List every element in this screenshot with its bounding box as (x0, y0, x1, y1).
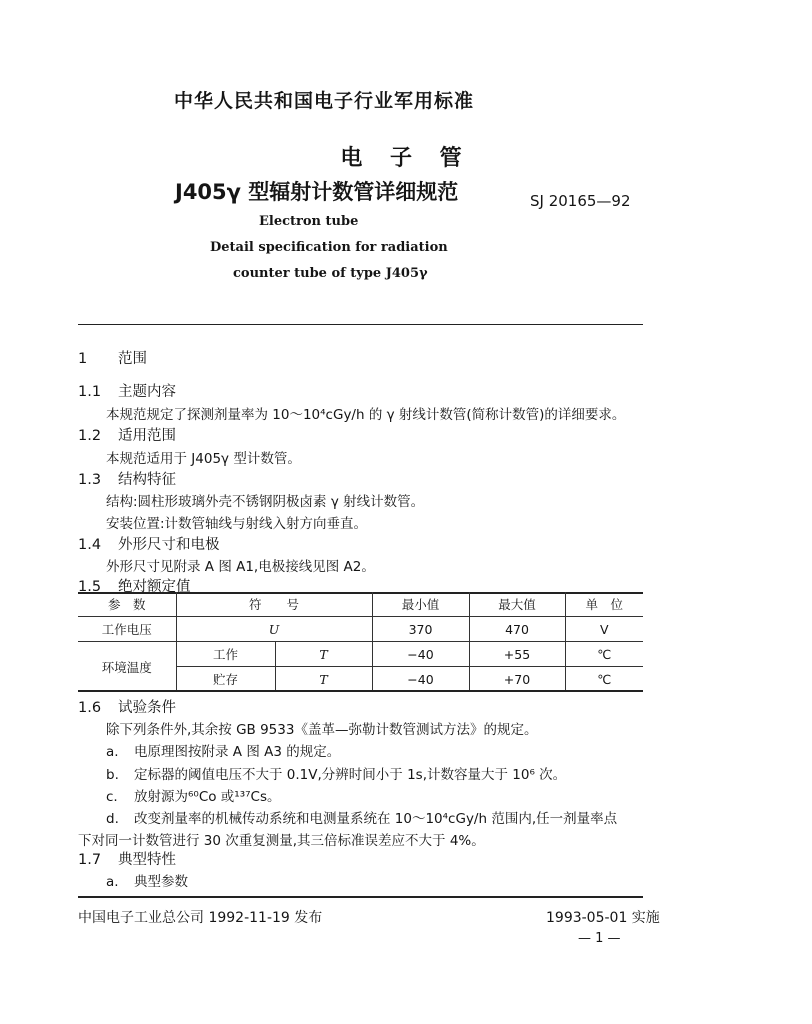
cell-min-storage: −40 (372, 667, 469, 692)
header-rule (78, 324, 643, 325)
cell-cond-operating: 工作 (176, 642, 275, 667)
cell-max-operating: +55 (469, 642, 565, 667)
english-title-line3: counter tube of type J405γ (233, 266, 428, 281)
footer-rule (78, 896, 643, 898)
issue-statement: 中国电子工业总公司 1992-11-19 发布 (78, 910, 323, 926)
section-1-1-heading: 1.1 主题内容 (78, 384, 176, 400)
cell-unit-operating: ℃ (565, 642, 643, 667)
table-bottom-rule (78, 690, 643, 692)
table-header-row (78, 592, 643, 617)
page-number: — 1 — (578, 931, 621, 946)
cell-unit-voltage: V (565, 617, 643, 642)
condition-d-continued: 下对同一计数管进行 30 次重复测量,其三倍标准误差应不大于 4%。 (78, 833, 485, 849)
header-symbol: 符 号 (176, 592, 372, 617)
document-title-line1: 电 子 管 (340, 146, 472, 171)
table-row (78, 642, 643, 667)
cell-symbol-t-operating: T (275, 642, 372, 667)
cell-min-voltage: 370 (372, 617, 469, 642)
condition-a: a. 电原理图按附录 A 图 A3 的规定。 (106, 744, 341, 760)
section-1-2-heading: 1.2 适用范围 (78, 428, 176, 444)
section-1-1-text: 本规范规定了探测剂量率为 10～10⁴cGy/h 的 γ 射线计数管(简称计数管)的详细要求。 (106, 407, 626, 423)
english-title-line1: Electron tube (259, 214, 359, 229)
section-1-6-intro: 除下列条件外,其余按 GB 9533《盖革—弥勒计数管测试方法》的规定。 (106, 722, 538, 738)
condition-b: b. 定标器的阈值电压不大于 0.1V,分辨时间小于 1s,计数容量大于 10⁶ 次。 (106, 767, 567, 783)
section-1-4-heading: 1.4 外形尺寸和电极 (78, 537, 220, 553)
cell-min-operating: −40 (372, 642, 469, 667)
cell-param-temperature: 环境温度 (101, 659, 152, 675)
header-max: 最大值 (469, 592, 565, 617)
cell-cond-storage: 贮存 (176, 667, 275, 692)
section-1-5-heading: 1.5 绝对额定值 (78, 579, 191, 595)
cell-param-voltage: 工作电压 (78, 617, 176, 642)
effective-date: 1993-05-01 实施 (546, 910, 660, 926)
table-row (78, 617, 643, 642)
section-1-2-text: 本规范适用于 J405γ 型计数管。 (106, 451, 301, 467)
section-1-7-a: a. 典型参数 (106, 874, 188, 890)
section-1-3-mounting: 安装位置:计数管轴线与射线入射方向垂直。 (106, 516, 368, 532)
absolute-ratings-table (78, 592, 643, 691)
condition-d: d. 改变剂量率的机械传动系统和电测量系统在 10～10⁴cGy/h 范围内,任一剂量率点 (106, 811, 618, 827)
standard-number: SJ 20165—92 (530, 192, 631, 210)
header-unit: 单 位 (565, 592, 643, 617)
cell-unit-storage: ℃ (565, 667, 643, 692)
section-1-3-heading: 1.3 结构特征 (78, 472, 176, 488)
header-min: 最小值 (372, 592, 469, 617)
cell-symbol-u: U (176, 617, 372, 642)
cell-symbol-t-storage: T (275, 667, 372, 692)
section-1-7-heading: 1.7 典型特性 (78, 852, 176, 868)
issuing-organization: 中华人民共和国电子行业军用标准 (174, 90, 475, 112)
cell-max-voltage: 470 (469, 617, 565, 642)
section-1-heading: 1 范围 (78, 351, 147, 367)
header-parameter: 参 数 (78, 592, 176, 617)
section-1-3-structure: 结构:圆柱形玻璃外壳不锈钢阴极卤素 γ 射线计数管。 (106, 494, 425, 510)
condition-c: c. 放射源为⁶⁰Co 或¹³⁷Cs。 (106, 789, 281, 805)
section-1-4-text: 外形尺寸见附录 A 图 A1,电极接线见图 A2。 (106, 559, 375, 575)
document-title-line2: J405γ 型辐射计数管详细规范 (175, 180, 459, 204)
cell-max-storage: +70 (469, 667, 565, 692)
section-1-6-heading: 1.6 试验条件 (78, 700, 176, 716)
english-title-line2: Detail specification for radiation (210, 240, 448, 255)
